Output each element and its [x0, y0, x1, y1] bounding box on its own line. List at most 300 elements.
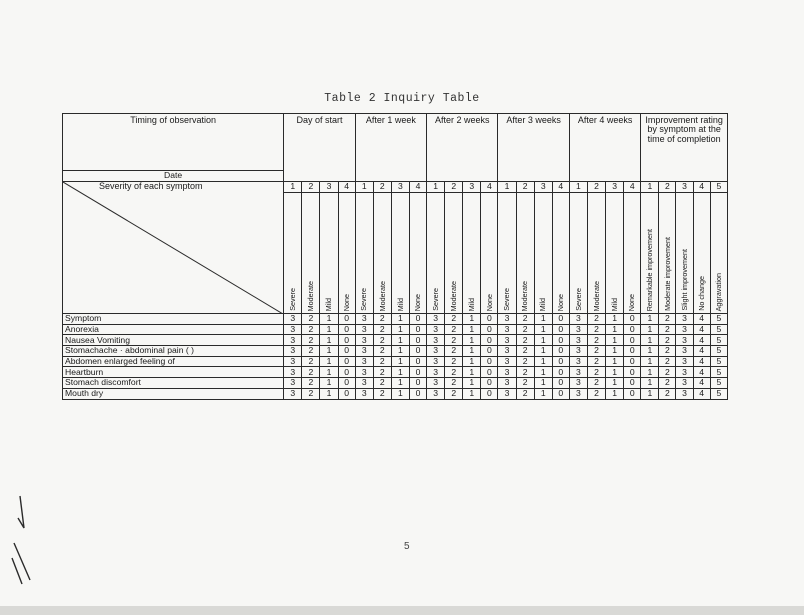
severity-score[interactable]: 1 [606, 367, 624, 378]
severity-score[interactable]: 2 [302, 356, 320, 367]
severity-label-cell [409, 193, 426, 314]
severity-score[interactable]: 1 [320, 335, 338, 346]
severity-score[interactable]: 3 [427, 356, 445, 367]
improvement-score[interactable]: 5 [710, 378, 727, 389]
severity-score[interactable]: 3 [498, 324, 516, 335]
severity-score[interactable]: 1 [320, 388, 338, 399]
improvement-score[interactable]: 3 [676, 324, 693, 335]
severity-score[interactable]: 1 [320, 314, 338, 325]
severity-score[interactable]: 2 [445, 346, 463, 357]
severity-score[interactable]: 0 [409, 314, 426, 325]
severity-score[interactable]: 0 [624, 346, 641, 357]
severity-number: 4 [338, 182, 355, 193]
severity-score[interactable]: 0 [338, 367, 355, 378]
severity-score[interactable]: 0 [552, 346, 569, 357]
improvement-label-cell [710, 193, 727, 314]
severity-score[interactable]: 1 [320, 367, 338, 378]
improvement-score[interactable]: 3 [676, 335, 693, 346]
table-row [63, 324, 728, 335]
severity-score[interactable]: 2 [445, 378, 463, 389]
table-row [63, 314, 728, 325]
severity-score[interactable]: 0 [338, 378, 355, 389]
severity-label: Severe [288, 288, 298, 311]
severity-score[interactable]: 3 [355, 314, 373, 325]
severity-number: 4 [409, 182, 426, 193]
severity-label: Mild [395, 297, 405, 311]
severity-score[interactable]: 3 [284, 388, 302, 399]
severity-score[interactable]: 1 [534, 367, 552, 378]
severity-score[interactable]: 1 [391, 367, 409, 378]
severity-score[interactable]: 0 [409, 356, 426, 367]
severity-score[interactable]: 3 [427, 367, 445, 378]
severity-label: None [341, 293, 351, 311]
severity-score[interactable]: 1 [391, 335, 409, 346]
severity-score[interactable]: 2 [516, 335, 534, 346]
severity-score[interactable]: 3 [355, 378, 373, 389]
symptom-name: Abdomen enlarged feeling of [63, 356, 284, 367]
improvement-score[interactable]: 3 [676, 314, 693, 325]
improvement-score[interactable]: 5 [710, 356, 727, 367]
symptom-name: Heartburn [63, 367, 284, 378]
severity-score[interactable]: 3 [569, 378, 587, 389]
severity-score[interactable]: 1 [320, 378, 338, 389]
severity-number: 3 [320, 182, 338, 193]
severity-score[interactable]: 3 [498, 346, 516, 357]
severity-score[interactable]: 2 [445, 324, 463, 335]
severity-score[interactable]: 2 [516, 346, 534, 357]
severity-score[interactable]: 0 [409, 335, 426, 346]
severity-score[interactable]: 1 [463, 378, 481, 389]
improvement-score[interactable]: 5 [710, 388, 727, 399]
severity-label: Moderate [377, 280, 387, 311]
improvement-score[interactable]: 2 [659, 324, 676, 335]
severity-number: 1 [569, 182, 587, 193]
severity-score[interactable]: 1 [534, 378, 552, 389]
severity-score[interactable]: 3 [427, 388, 445, 399]
severity-score[interactable]: 3 [427, 324, 445, 335]
severity-number: 4 [624, 182, 641, 193]
improvement-score[interactable]: 2 [659, 388, 676, 399]
severity-number: 2 [445, 182, 463, 193]
symptom-name: Stomach discomfort [63, 378, 284, 389]
severity-label-cell [302, 193, 320, 314]
severity-score[interactable]: 3 [498, 335, 516, 346]
severity-score[interactable]: 2 [373, 324, 391, 335]
severity-score[interactable]: 1 [534, 346, 552, 357]
severity-score[interactable]: 2 [373, 367, 391, 378]
improvement-score[interactable]: 5 [710, 324, 727, 335]
severity-score[interactable]: 1 [534, 314, 552, 325]
severity-score[interactable]: 1 [606, 324, 624, 335]
severity-score[interactable]: 3 [498, 314, 516, 325]
improvement-number: 3 [676, 182, 693, 193]
scan-edge [0, 606, 804, 615]
severity-score[interactable]: 1 [391, 356, 409, 367]
severity-label: None [556, 293, 566, 311]
severity-number: 2 [516, 182, 534, 193]
severity-label-cell [427, 193, 445, 314]
severity-score[interactable]: 3 [284, 367, 302, 378]
severity-score[interactable]: 2 [516, 324, 534, 335]
severity-score[interactable]: 3 [569, 335, 587, 346]
severity-score[interactable]: 2 [445, 335, 463, 346]
improvement-score[interactable]: 4 [693, 356, 710, 367]
severity-score[interactable]: 0 [552, 378, 569, 389]
severity-score[interactable]: 3 [569, 324, 587, 335]
symptom-name: Symptom [63, 314, 284, 325]
severity-score[interactable]: 2 [302, 367, 320, 378]
severity-score[interactable]: 0 [338, 356, 355, 367]
severity-score[interactable]: 0 [624, 324, 641, 335]
severity-score[interactable]: 2 [587, 335, 605, 346]
severity-score[interactable]: 3 [355, 388, 373, 399]
improvement-score[interactable]: 4 [693, 388, 710, 399]
severity-score[interactable]: 3 [498, 367, 516, 378]
severity-score[interactable]: 2 [302, 388, 320, 399]
severity-header: Severity of each symptom [99, 181, 203, 191]
severity-score[interactable]: 3 [427, 314, 445, 325]
improvement-label: Remarkable improvement [645, 228, 655, 311]
severity-score[interactable]: 0 [481, 335, 498, 346]
improvement-label-cell [676, 193, 693, 314]
symptom-name: Anorexia [63, 324, 284, 335]
severity-score[interactable]: 0 [624, 367, 641, 378]
severity-score[interactable]: 0 [481, 314, 498, 325]
improvement-score[interactable]: 4 [693, 378, 710, 389]
severity-label-cell [445, 193, 463, 314]
group-after-3-weeks: After 3 weeks [498, 114, 569, 171]
severity-number: 3 [463, 182, 481, 193]
improvement-score[interactable]: 4 [693, 367, 710, 378]
page-number: 5 [404, 541, 410, 552]
table-row [63, 367, 728, 378]
severity-score[interactable]: 2 [302, 335, 320, 346]
severity-score[interactable]: 3 [284, 314, 302, 325]
improvement-score[interactable]: 2 [659, 378, 676, 389]
severity-number: 4 [481, 182, 498, 193]
improvement-score[interactable]: 3 [676, 356, 693, 367]
severity-number: 2 [587, 182, 605, 193]
severity-score[interactable]: 2 [516, 367, 534, 378]
severity-score[interactable]: 0 [481, 324, 498, 335]
severity-number: 2 [373, 182, 391, 193]
severity-score[interactable]: 0 [624, 356, 641, 367]
severity-score[interactable]: 2 [587, 388, 605, 399]
severity-label: None [627, 293, 637, 311]
improvement-score[interactable]: 1 [641, 356, 659, 367]
severity-label-cell [569, 193, 587, 314]
severity-score[interactable]: 3 [355, 367, 373, 378]
severity-label-cell [516, 193, 534, 314]
severity-score[interactable]: 2 [587, 346, 605, 357]
severity-score[interactable]: 3 [569, 314, 587, 325]
severity-label-cell [463, 193, 481, 314]
severity-number: 2 [302, 182, 320, 193]
improvement-label: No change [696, 276, 706, 311]
severity-score[interactable]: 2 [587, 314, 605, 325]
improvement-label-cell [641, 193, 659, 314]
severity-score[interactable]: 3 [427, 346, 445, 357]
severity-score[interactable]: 2 [373, 346, 391, 357]
severity-score[interactable]: 2 [445, 314, 463, 325]
severity-score[interactable]: 3 [569, 356, 587, 367]
severity-score[interactable]: 0 [552, 314, 569, 325]
severity-score[interactable]: 2 [373, 378, 391, 389]
severity-score[interactable]: 3 [355, 346, 373, 357]
severity-score[interactable]: 1 [606, 314, 624, 325]
improvement-label: Moderate improvement [662, 237, 672, 311]
severity-label: Severe [502, 288, 512, 311]
severity-score[interactable]: 3 [284, 335, 302, 346]
severity-score[interactable]: 1 [463, 335, 481, 346]
improvement-score[interactable]: 3 [676, 378, 693, 389]
severity-score[interactable]: 3 [427, 378, 445, 389]
table-row [63, 388, 728, 399]
severity-score[interactable]: 0 [552, 335, 569, 346]
severity-label-cell [606, 193, 624, 314]
handwritten-mark [0, 488, 40, 588]
improvement-score[interactable]: 2 [659, 346, 676, 357]
severity-score[interactable]: 1 [391, 388, 409, 399]
severity-score[interactable]: 3 [569, 346, 587, 357]
severity-score[interactable]: 1 [606, 378, 624, 389]
severity-score[interactable]: 3 [355, 356, 373, 367]
severity-score[interactable]: 2 [587, 356, 605, 367]
severity-score[interactable]: 3 [284, 356, 302, 367]
severity-score[interactable]: 1 [391, 378, 409, 389]
severity-score[interactable]: 2 [516, 356, 534, 367]
table-title: Table 2 Inquiry Table [324, 92, 480, 105]
improvement-score[interactable]: 1 [641, 346, 659, 357]
severity-label-cell [355, 193, 373, 314]
severity-score[interactable]: 3 [498, 356, 516, 367]
table-row [63, 356, 728, 367]
severity-score[interactable]: 0 [409, 324, 426, 335]
severity-score[interactable]: 0 [338, 388, 355, 399]
severity-label-cell [320, 193, 338, 314]
severity-header-cell [63, 182, 284, 314]
severity-score[interactable]: 2 [587, 378, 605, 389]
group-after-2-weeks: After 2 weeks [427, 114, 498, 171]
severity-score[interactable]: 3 [284, 324, 302, 335]
severity-score[interactable]: 0 [409, 388, 426, 399]
improvement-number: 4 [693, 182, 710, 193]
severity-score[interactable]: 1 [463, 314, 481, 325]
group-after-4-weeks: After 4 weeks [569, 114, 640, 171]
severity-score[interactable]: 2 [373, 388, 391, 399]
severity-score[interactable]: 0 [481, 356, 498, 367]
severity-score[interactable]: 2 [445, 356, 463, 367]
severity-score[interactable]: 2 [302, 324, 320, 335]
date-cell [427, 171, 498, 182]
severity-score[interactable]: 1 [463, 388, 481, 399]
inquiry-table [62, 113, 728, 400]
severity-label: Mild [538, 297, 548, 311]
severity-label-cell [284, 193, 302, 314]
improvement-score[interactable]: 1 [641, 388, 659, 399]
severity-score[interactable]: 2 [516, 378, 534, 389]
severity-score[interactable]: 2 [302, 314, 320, 325]
severity-score[interactable]: 0 [552, 324, 569, 335]
improvement-label: Slight improvement [679, 249, 689, 311]
improvement-score[interactable]: 1 [641, 324, 659, 335]
severity-score[interactable]: 1 [320, 356, 338, 367]
date-cell [569, 171, 640, 182]
severity-label: Mild [467, 297, 477, 311]
severity-score[interactable]: 3 [498, 388, 516, 399]
improvement-score[interactable]: 4 [693, 346, 710, 357]
severity-label: Severe [573, 288, 583, 311]
improvement-score[interactable]: 4 [693, 324, 710, 335]
improvement-score[interactable]: 2 [659, 335, 676, 346]
severity-score[interactable]: 0 [624, 378, 641, 389]
table-row [63, 346, 728, 357]
severity-label: Moderate [591, 280, 601, 311]
severity-score[interactable]: 1 [463, 356, 481, 367]
severity-score[interactable]: 0 [481, 378, 498, 389]
severity-score[interactable]: 1 [606, 356, 624, 367]
severity-score[interactable]: 2 [302, 346, 320, 357]
improvement-score[interactable]: 2 [659, 367, 676, 378]
improvement-number: 2 [659, 182, 676, 193]
severity-score[interactable]: 2 [373, 335, 391, 346]
severity-score[interactable]: 3 [427, 335, 445, 346]
date-cell [355, 171, 426, 182]
symptom-name: Nausea Vomiting [63, 335, 284, 346]
severity-score[interactable]: 1 [391, 346, 409, 357]
severity-score[interactable]: 0 [409, 346, 426, 357]
severity-score[interactable]: 1 [320, 346, 338, 357]
severity-score[interactable]: 2 [373, 356, 391, 367]
improvement-score[interactable]: 3 [676, 367, 693, 378]
severity-score[interactable]: 2 [302, 378, 320, 389]
improvement-score[interactable]: 1 [641, 335, 659, 346]
table-row [63, 378, 728, 389]
severity-score[interactable]: 3 [355, 335, 373, 346]
severity-score[interactable]: 1 [391, 314, 409, 325]
severity-score[interactable]: 0 [552, 388, 569, 399]
severity-number: 4 [552, 182, 569, 193]
severity-score[interactable]: 3 [569, 388, 587, 399]
severity-label: Moderate [520, 280, 530, 311]
severity-score[interactable]: 3 [569, 367, 587, 378]
severity-score[interactable]: 0 [624, 335, 641, 346]
severity-score[interactable]: 2 [445, 367, 463, 378]
severity-score[interactable]: 1 [320, 324, 338, 335]
severity-score[interactable]: 1 [463, 324, 481, 335]
severity-score[interactable]: 1 [463, 367, 481, 378]
diagonal-line [63, 182, 283, 314]
improvement-score[interactable]: 5 [710, 367, 727, 378]
severity-label: Moderate [448, 280, 458, 311]
severity-number: 3 [391, 182, 409, 193]
improvement-score[interactable]: 1 [641, 378, 659, 389]
improvement-score[interactable]: 2 [659, 314, 676, 325]
improvement-score[interactable]: 2 [659, 356, 676, 367]
severity-score[interactable]: 0 [409, 367, 426, 378]
group-after-1-week: After 1 week [355, 114, 426, 171]
severity-number: 1 [355, 182, 373, 193]
improvement-label-cell [693, 193, 710, 314]
improvement-number: 1 [641, 182, 659, 193]
severity-score[interactable]: 3 [284, 346, 302, 357]
severity-score[interactable]: 0 [624, 314, 641, 325]
improvement-score[interactable]: 3 [676, 346, 693, 357]
severity-score[interactable]: 1 [463, 346, 481, 357]
severity-score[interactable]: 0 [338, 346, 355, 357]
severity-score[interactable]: 0 [552, 367, 569, 378]
severity-score[interactable]: 2 [587, 367, 605, 378]
date-label: Date [63, 171, 284, 182]
severity-score[interactable]: 1 [534, 388, 552, 399]
severity-score[interactable]: 0 [481, 367, 498, 378]
severity-score[interactable]: 1 [534, 324, 552, 335]
severity-score[interactable]: 0 [338, 335, 355, 346]
improvement-label-cell [659, 193, 676, 314]
severity-score[interactable]: 2 [587, 324, 605, 335]
severity-score[interactable]: 2 [516, 388, 534, 399]
severity-score[interactable]: 3 [355, 324, 373, 335]
severity-label-cell [338, 193, 355, 314]
severity-label-cell [624, 193, 641, 314]
severity-label: Moderate [306, 280, 316, 311]
severity-score[interactable]: 3 [284, 378, 302, 389]
severity-number: 1 [498, 182, 516, 193]
group-improvement: Improvement rating by symptom at the time of completion [641, 114, 728, 171]
severity-label: Severe [430, 288, 440, 311]
severity-label: None [413, 293, 423, 311]
severity-score[interactable]: 0 [481, 346, 498, 357]
severity-score[interactable]: 1 [606, 346, 624, 357]
improvement-score[interactable]: 5 [710, 335, 727, 346]
date-cell [498, 171, 569, 182]
severity-score[interactable]: 1 [534, 356, 552, 367]
severity-score[interactable]: 0 [552, 356, 569, 367]
improvement-score[interactable]: 5 [710, 314, 727, 325]
table-row [63, 335, 728, 346]
symptom-name: Mouth dry [63, 388, 284, 399]
improvement-number: 5 [710, 182, 727, 193]
severity-label-cell [373, 193, 391, 314]
severity-score[interactable]: 0 [624, 388, 641, 399]
improvement-score[interactable]: 4 [693, 314, 710, 325]
severity-score[interactable]: 2 [373, 314, 391, 325]
severity-number: 1 [427, 182, 445, 193]
severity-score[interactable]: 0 [338, 314, 355, 325]
improvement-score[interactable]: 1 [641, 367, 659, 378]
improvement-score[interactable]: 3 [676, 388, 693, 399]
severity-score[interactable]: 2 [516, 314, 534, 325]
severity-score[interactable]: 1 [606, 335, 624, 346]
severity-score[interactable]: 1 [391, 324, 409, 335]
severity-score[interactable]: 1 [606, 388, 624, 399]
severity-score[interactable]: 0 [409, 378, 426, 389]
severity-label: Mild [609, 297, 619, 311]
improvement-label: Aggravation [714, 272, 724, 311]
severity-score[interactable]: 1 [534, 335, 552, 346]
severity-label: None [484, 293, 494, 311]
severity-score[interactable]: 0 [338, 324, 355, 335]
severity-score[interactable]: 0 [481, 388, 498, 399]
symptom-name: Stomachache · abdominal pain ( ) [63, 346, 284, 357]
severity-score[interactable]: 3 [498, 378, 516, 389]
improvement-score[interactable]: 4 [693, 335, 710, 346]
severity-label-cell [498, 193, 516, 314]
improvement-score[interactable]: 5 [710, 346, 727, 357]
severity-score[interactable]: 2 [445, 388, 463, 399]
improvement-score[interactable]: 1 [641, 314, 659, 325]
severity-number: 3 [606, 182, 624, 193]
